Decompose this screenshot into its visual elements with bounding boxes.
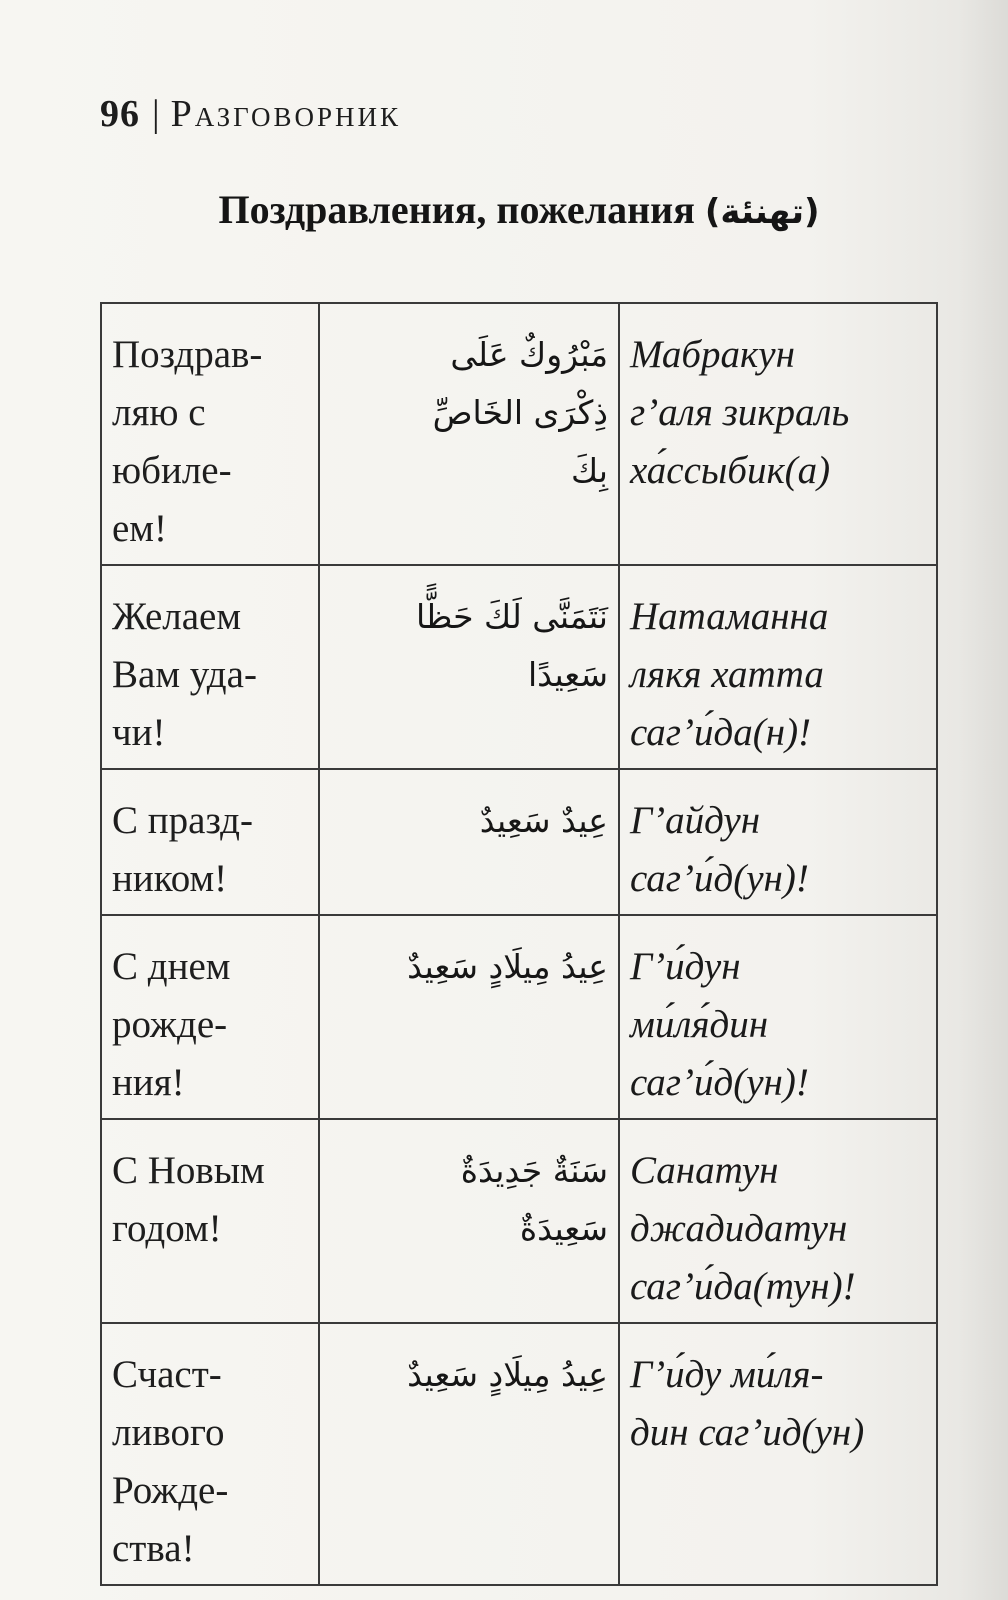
table-row: [101, 1323, 937, 1585]
arabic-cell: [319, 1323, 619, 1585]
transliteration-line: г’аля зикраль: [630, 391, 850, 434]
header-separator: |: [152, 93, 161, 135]
arabic-line: نَتَمَنَّى لَكَ حَظًّا: [415, 597, 608, 636]
transliteration-cell: [619, 915, 937, 1119]
transliteration-line: ми́ля́дин: [630, 1003, 769, 1046]
russian-cell: [101, 303, 319, 565]
arabic-line: بِكَ: [571, 451, 608, 490]
arabic-line: ذِكْرَى الخَاصِّ: [432, 393, 608, 432]
section-title: [100, 186, 938, 233]
russian-cell: [101, 565, 319, 769]
russian-line: ляю с: [112, 391, 206, 434]
arabic-line: سَنَةٌ جَدِيدَةٌ: [460, 1151, 608, 1190]
section-title-arabic: (تهنئة): [704, 192, 820, 232]
table-row: [101, 1119, 937, 1323]
transliteration-cell: [619, 303, 937, 565]
arabic-line: سَعِيدًا: [527, 655, 608, 694]
arabic-line: عِيدُ مِيلَادٍ سَعِيدٌ: [407, 1355, 608, 1394]
transliteration-cell: [619, 1323, 937, 1585]
table-row: [101, 915, 937, 1119]
transliteration-line: Натаманна: [630, 595, 829, 638]
russian-line: чи!: [112, 711, 166, 754]
arabic-line: عِيدُ مِيلَادٍ سَعِيدٌ: [407, 947, 608, 986]
russian-line: Поздрав-: [112, 333, 263, 376]
table-row: [101, 565, 937, 769]
transliteration-cell: [619, 1119, 937, 1323]
transliteration-cell: [619, 565, 937, 769]
transliteration-line: саг’и́д(ун)!: [630, 1061, 809, 1104]
transliteration-line: дин саг’ид(ун): [630, 1411, 865, 1454]
section-title-text: Поздравления, пожелания: [218, 187, 695, 232]
russian-line: ливого: [112, 1411, 225, 1454]
russian-line: Вам уда-: [112, 653, 257, 696]
table-row: [101, 769, 937, 915]
russian-line: Желаем: [112, 595, 242, 638]
transliteration-line: Г’и́ду ми́ля-: [630, 1353, 824, 1396]
transliteration-line: лякя хатта: [630, 653, 824, 696]
russian-line: Рожде-: [112, 1469, 229, 1512]
arabic-cell: [319, 565, 619, 769]
book-title: Разговорник: [170, 93, 402, 135]
russian-line: ником!: [112, 857, 228, 900]
russian-cell: [101, 769, 319, 915]
arabic-cell: [319, 769, 619, 915]
transliteration-cell: [619, 769, 937, 915]
russian-line: Счаст-: [112, 1353, 222, 1396]
transliteration-line: Мабракун: [630, 333, 795, 376]
transliteration-line: саг’и́да(тун)!: [630, 1265, 856, 1308]
table-row: [101, 303, 937, 565]
running-head: [100, 92, 401, 136]
transliteration-line: джадидатун: [630, 1207, 848, 1250]
russian-cell: [101, 1323, 319, 1585]
page-number: 96: [100, 93, 140, 135]
transliteration-line: саг’и́да(н)!: [630, 711, 812, 754]
russian-line: ства!: [112, 1527, 195, 1570]
transliteration-line: Г’и́дун: [630, 945, 741, 988]
russian-cell: [101, 915, 319, 1119]
transliteration-line: саг’и́д(ун)!: [630, 857, 809, 900]
arabic-cell: [319, 915, 619, 1119]
arabic-line: سَعِيدَةٌ: [519, 1209, 608, 1248]
russian-line: годом!: [112, 1207, 222, 1250]
russian-cell: [101, 1119, 319, 1323]
arabic-line: عِيدٌ سَعِيدٌ: [479, 801, 608, 840]
russian-line: ния!: [112, 1061, 185, 1104]
transliteration-line: Санатун: [630, 1149, 779, 1192]
arabic-cell: [319, 1119, 619, 1323]
phrase-table: [100, 302, 938, 1586]
russian-line: С днем: [112, 945, 231, 988]
russian-line: ем!: [112, 507, 167, 550]
russian-line: С празд-: [112, 799, 253, 842]
arabic-cell: [319, 303, 619, 565]
transliteration-line: Г’айдун: [630, 799, 761, 842]
russian-line: С Новым: [112, 1149, 265, 1192]
russian-line: юбиле-: [112, 449, 232, 492]
russian-line: рожде-: [112, 1003, 228, 1046]
arabic-line: مَبْرُوكٌ عَلَى: [450, 335, 608, 374]
transliteration-line: ха́ссыбик(а): [630, 449, 831, 492]
